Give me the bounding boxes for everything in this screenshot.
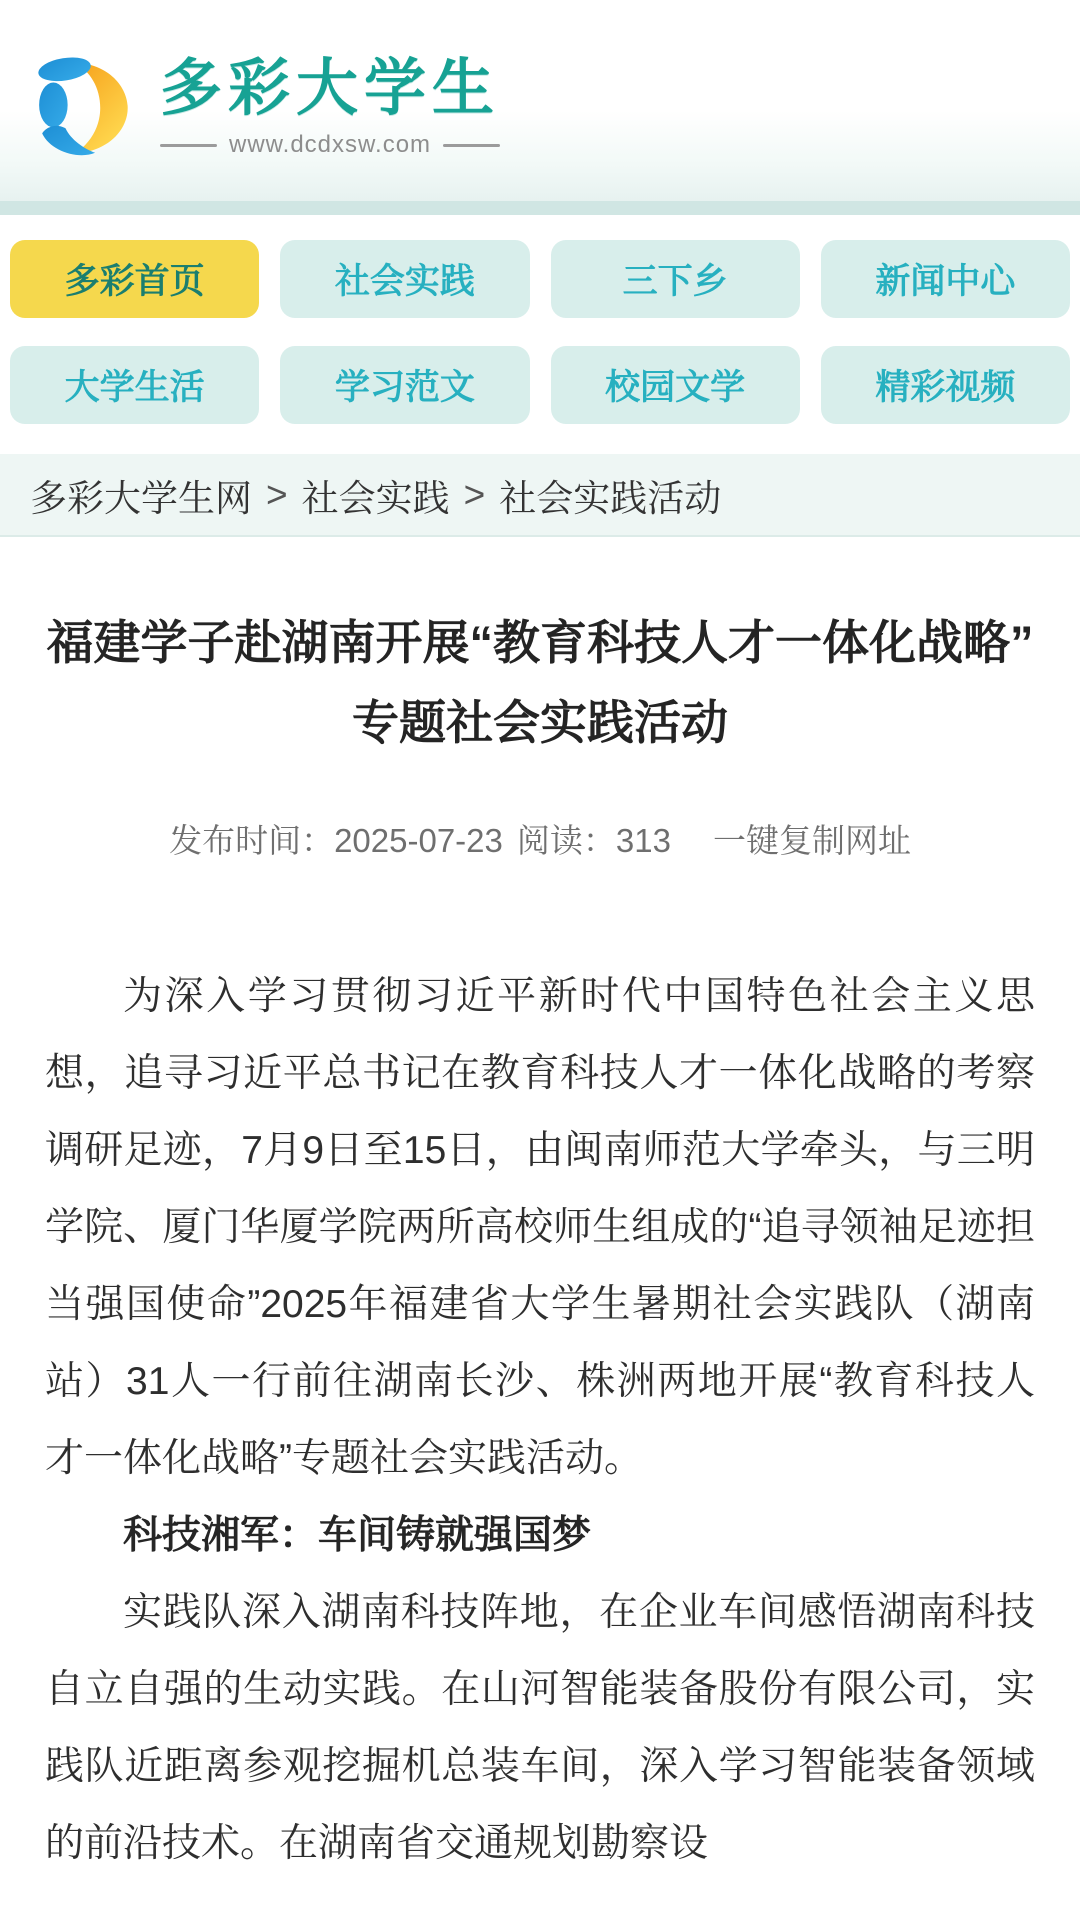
nav-item-social-practice[interactable]: 社会实践 [280, 240, 529, 318]
nav-item-videos[interactable]: 精彩视频 [821, 346, 1070, 424]
breadcrumb-activity[interactable]: 社会实践活动 [499, 477, 722, 519]
site-name: 多彩大学生 [160, 54, 501, 123]
nav-item-sanxiaxiang[interactable]: 三下乡 [551, 240, 800, 318]
url-rule-left [160, 144, 217, 147]
logo-d-icon [30, 52, 146, 164]
article-paragraph: 为深入学习贯彻习近平新时代中国特色社会主义思想，追寻习近平总书记在教育科技人才一体化战略的考察调研足迹，7月9日至15日，由闽南师范大学牵头，与三明学院、厦门华厦学院两所高校师生组成的“追寻领袖足迹担当强国使命”2025年福建省大学生暑期社会实践队（湖南站）31人一行前往湖南长沙、株洲两地开展“教育科技人才一体化战略”专题社会实践活动。 [45, 975, 1035, 1480]
logo-text-block [160, 54, 501, 159]
nav-item-home[interactable]: 多彩首页 [10, 240, 259, 318]
article-title: 福建学子赴湖南开展“教育科技人才一体化战略”专题社会实践活动 [46, 616, 1034, 749]
site-url-row [160, 131, 500, 159]
views-label: 阅读： [516, 822, 616, 859]
site-url: www.dcdxsw.com [228, 131, 432, 158]
article-subheading: 科技湘军：车间铸就强国梦 [123, 1514, 592, 1557]
site-header [0, 0, 1080, 201]
article-paragraph: 实践队深入湖南科技阵地，在企业车间感悟湖南科技自立自强的生动实践。在山河智能装备股份有限公司，实践队近距离参观挖掘机总装车间，深入学习智能装备领域的前沿技术。在湖南省交通规划勘察设 [45, 1591, 1035, 1865]
publish-time-label: 发布时间： [169, 822, 335, 859]
breadcrumb [0, 454, 1080, 537]
header-divider-strip [0, 201, 1080, 215]
site-logo[interactable] [30, 52, 500, 164]
article-meta [0, 815, 1080, 862]
publish-date: 2025-07-23 [334, 822, 503, 859]
url-rule-right [443, 144, 500, 147]
nav-item-campus-literature[interactable]: 校园文学 [551, 346, 800, 424]
main-nav [0, 215, 1080, 454]
article-body [45, 958, 1035, 1882]
nav-item-news-center[interactable]: 新闻中心 [821, 240, 1070, 318]
breadcrumb-separator: > [463, 473, 486, 515]
breadcrumb-social-practice[interactable]: 社会实践 [301, 477, 450, 519]
copy-url-button[interactable]: 一键复制网址 [712, 822, 911, 859]
nav-item-college-life[interactable]: 大学生活 [10, 346, 259, 424]
nav-item-study-essays[interactable]: 学习范文 [280, 346, 529, 424]
breadcrumb-separator: > [266, 473, 288, 515]
breadcrumb-home[interactable]: 多彩大学生网 [30, 477, 252, 519]
views-count: 313 [615, 822, 671, 859]
